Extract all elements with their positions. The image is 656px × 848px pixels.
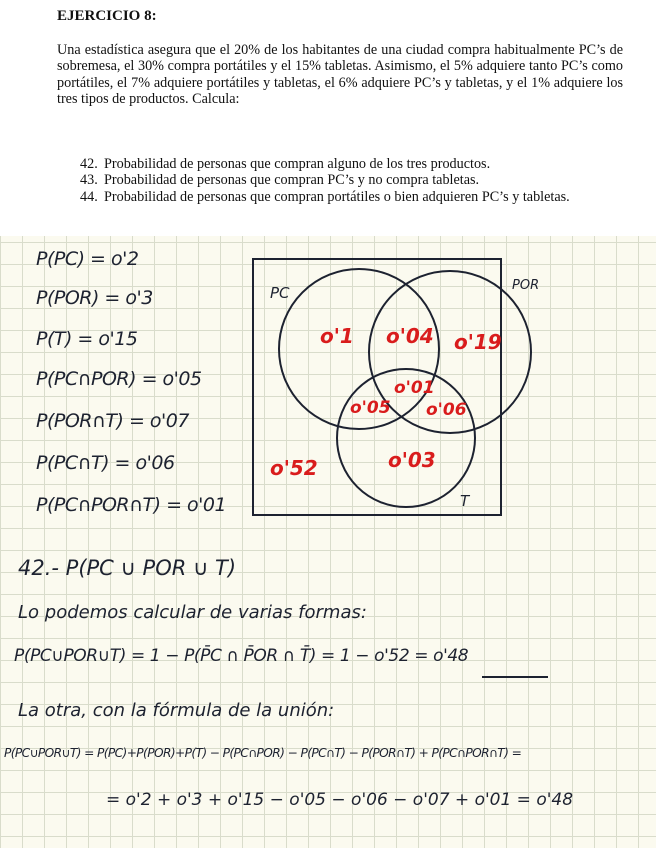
solution-line-4: P(PC∪POR∪T) = P(PC)+P(POR)+P(T) − P(PC∩POR) − P(PC∩T) − P(POR∩T) + P(PC∩POR∩T) =	[4, 746, 522, 760]
exercise-statement: Una estadística asegura que el 20% de los habitantes de una ciudad compra habitualmente PC’s de sobremesa, el 30% compra portátiles y el 15% tabletas. Asimismo, el 5% adquiere tanto PC’s como portátiles, el 7% adquiere portátiles y tabletas, el 6% adquiere PC’s y tabletas, y el 1% adquiere los tres tipos de productos. Calcula:	[57, 42, 623, 107]
region-only-t: o'03	[388, 448, 436, 472]
given-p-all: P(PC∩POR∩T) = o'01	[36, 494, 227, 516]
question-item	[80, 156, 623, 172]
given-p-t: P(T) = o'15	[36, 328, 138, 350]
question-number: 43.	[80, 172, 98, 189]
answer-underline	[482, 676, 548, 678]
label-por: POR	[512, 278, 540, 293]
solution-line-5: = o'2 + o'3 + o'15 − o'05 − o'06 − o'07 + o'01 = o'48	[106, 790, 574, 810]
label-pc: PC	[270, 284, 290, 302]
question-list	[80, 156, 623, 205]
region-pc-t: o'05	[350, 398, 391, 418]
solution-line-1: Lo podemos calcular de varias formas:	[18, 602, 367, 623]
solution-heading-42: 42.- P(PC ∪ POR ∪ T)	[18, 556, 237, 580]
region-outside: o'52	[270, 456, 318, 480]
region-all-three: o'01	[394, 378, 435, 398]
solution-line-2: P(PC∪POR∪T) = 1 − P(P̄C ∩ P̄OR ∩ T̄) = 1 − o'52 = o'48	[14, 646, 469, 666]
question-item	[80, 172, 623, 188]
given-p-pc-por: P(PC∩POR) = o'05	[36, 368, 202, 390]
region-only-pc: o'1	[320, 324, 354, 348]
region-only-por: o'19	[454, 330, 502, 354]
question-number: 44.	[80, 188, 98, 205]
printed-exercise	[0, 0, 656, 236]
region-por-t: o'06	[426, 400, 467, 420]
given-p-pc-t: P(PC∩T) = o'06	[36, 452, 175, 474]
question-item	[80, 189, 623, 205]
given-p-pc: P(PC) = o'2	[36, 248, 139, 270]
region-pc-por: o'04	[386, 324, 434, 348]
question-text: Probabilidad de personas que compran PC’s y no compra tabletas.	[104, 172, 480, 189]
solution-line-3: La otra, con la fórmula de la unión:	[18, 700, 335, 721]
label-t: T	[460, 492, 470, 510]
question-text: Probabilidad de personas que compran alguno de los tres productos.	[104, 156, 491, 172]
given-p-por-t: P(POR∩T) = o'07	[36, 410, 189, 432]
exercise-title: EJERCICIO 8:	[57, 8, 157, 24]
question-number: 42.	[80, 156, 98, 172]
question-text: Probabilidad de personas que compran portátiles o bien adquieren PC’s y tabletas.	[104, 188, 570, 205]
given-p-por: P(POR) = o'3	[36, 287, 153, 309]
venn-diagram	[252, 258, 540, 516]
